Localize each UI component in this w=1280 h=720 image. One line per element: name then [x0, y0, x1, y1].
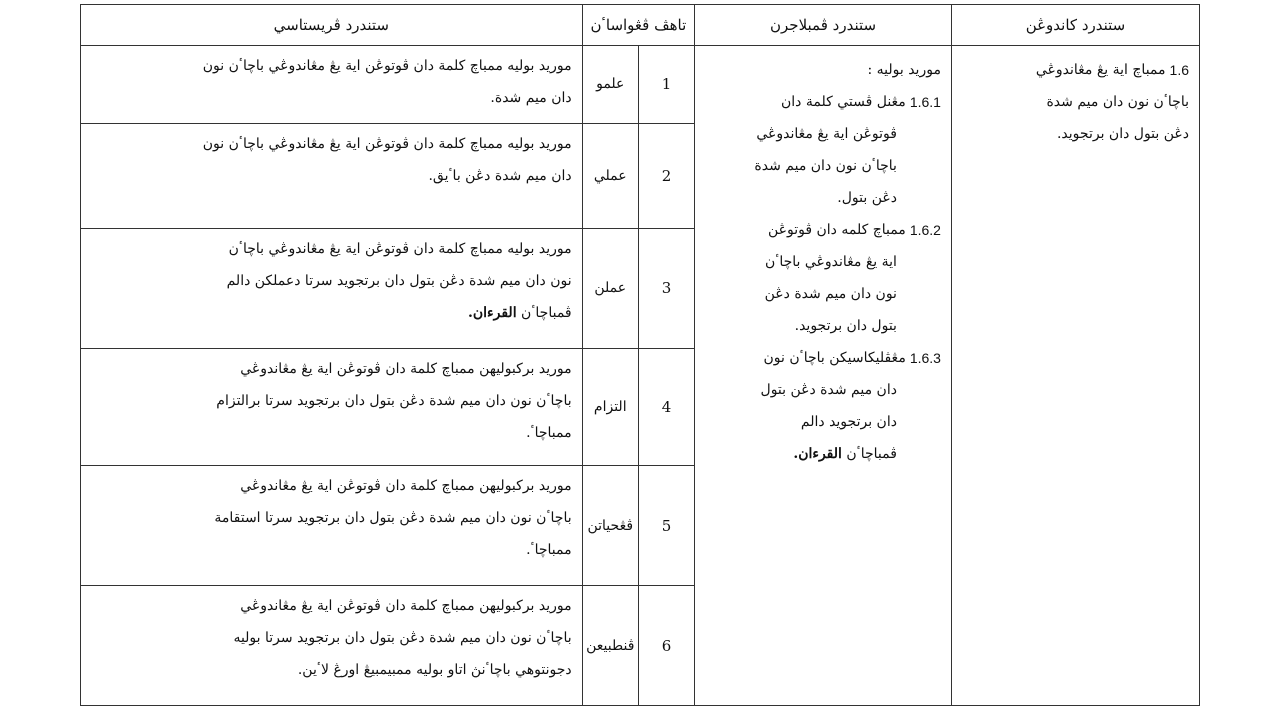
pembelajaran-item-line: دان برتجويد دالم: [800, 414, 897, 430]
prestasi-line: موريد بركبوليهن ممباچ كلمة دان ڤوتوڠن اية يڠ مڠاندوڠي: [240, 360, 572, 377]
pembelajaran-item-line: [703, 438, 941, 470]
prestasi-cell: [81, 228, 583, 348]
pembelajaran-item-line: ممباچ كلمه دان ڤوتوڠن: [767, 222, 906, 238]
prestasi-line: موريد بركبوليهن ممباچ كلمة دان ڤوتوڠن اية يڠ مڠاندوڠي: [240, 478, 572, 495]
pembelajaran-item-number: 1.6.1: [909, 94, 941, 110]
tahap-level: علمو: [582, 46, 638, 124]
prestasi-line: ممباچاٴ.: [526, 424, 572, 441]
tahap-number: 2: [638, 123, 694, 228]
pembelajaran-cell: [695, 46, 952, 706]
header-standard-prestasi: ستندرد ڤريستاسي: [81, 5, 583, 46]
prestasi-line: موريد بوليه ممباچ كلمة دان ڤوتوڠن اية يڠ مڠاندوڠي باچاٴن نون: [202, 58, 572, 74]
pembelajaran-item-number: 1.6.3: [909, 350, 941, 366]
pembelajaran-intro: موريد بوليه :: [867, 62, 941, 78]
kandungan-text-line: ممباچ اية يڠ مڠاندوڠي: [1035, 62, 1166, 78]
tahap-number: 3: [638, 228, 694, 348]
prestasi-line: باچاٴن نون دان ميم شدة دڠن بتول دان برتجويد سرتا بوليه: [233, 630, 572, 647]
pembelajaran-item: [703, 342, 941, 374]
kandungan-text-line: باچاٴن نون دان ميم شدة: [1046, 94, 1189, 110]
pembelajaran-item-line: دڠن بتول.: [837, 190, 897, 206]
pembelajaran-item-line: اية يڠ مڠاندوڠي باچاٴن: [764, 254, 897, 270]
prestasi-cell: [81, 466, 583, 586]
kandungan-block: [952, 46, 1199, 150]
prestasi-cell: [81, 123, 583, 228]
pembelajaran-item-number: 1.6.2: [909, 222, 941, 238]
kandungan-cell: [951, 46, 1199, 706]
quran-word: القرءان.: [468, 304, 517, 321]
prestasi-line: باچاٴن نون دان ميم شدة دڠن بتول دان برتجويد سرتا برالتزام: [216, 392, 572, 409]
prestasi-line: [89, 297, 572, 329]
prestasi-line: ممباچاٴ.: [526, 542, 572, 559]
tahap-level: التزام: [582, 348, 638, 466]
prestasi-line-text: ڤمباچاٴن: [521, 304, 572, 321]
pembelajaran-item-line: دان ميم شدة دڠن بتول: [760, 382, 897, 398]
prestasi-line: دجونتوهي باچاٴنڽ اتاو بوليه ممبيمبيڠ اورڠ لاٴين.: [297, 662, 572, 679]
prestasi-line: دان ميم شدة دڠن باٴيق.: [428, 167, 572, 184]
pembelajaran-item-line: باچاٴن نون دان ميم شدة: [754, 158, 897, 174]
prestasi-cell: [81, 348, 583, 466]
tahap-number: 4: [638, 348, 694, 466]
tahap-number: 6: [638, 586, 694, 706]
standards-table: [80, 4, 1200, 706]
prestasi-line: موريد بركبوليهن ممباچ كلمة دان ڤوتوڠن اية يڠ مڠاندوڠي: [240, 598, 572, 615]
prestasi-line: موريد بوليه ممباچ كلمة دان ڤوتوڠن اية يڠ مڠاندوڠي باچاٴن نون: [202, 135, 572, 152]
prestasi-line: موريد بوليه ممباچ كلمة دان ڤوتوڠن اية يڠ مڠاندوڠي باچاٴن: [228, 240, 572, 257]
header-standard-kandungan: ستندرد كاندوڠن: [951, 5, 1199, 46]
prestasi-line: باچاٴن نون دان ميم شدة دڠن بتول دان برتجويد سرتا استقامة: [214, 510, 572, 527]
pembelajaran-item-line: مڠنل ڤستي كلمة دان: [781, 94, 906, 110]
tahap-level: عملن: [582, 228, 638, 348]
pembelajaran-item-line: ڤوتوڠن اية يڠ مڠاندوڠي: [756, 126, 897, 142]
kandungan-text-line: دڠن بتول دان برتجويد.: [1056, 126, 1189, 142]
prestasi-line: نون دان ميم شدة دڠن بتول دان برتجويد سرتا دعملكن دالم: [226, 272, 572, 289]
tahap-number: 1: [638, 46, 694, 124]
header-tahap-penguasaan: تاهڤ ڤڠواساٴن: [582, 5, 695, 46]
pembelajaran-item-line: مڠڤليكاسيكن باچاٴن نون: [763, 350, 906, 366]
tahap-number: 5: [638, 466, 694, 586]
pembelajaran-item-line: بتول دان برتجويد.: [794, 318, 897, 334]
kandungan-item: [960, 54, 1189, 86]
kandungan-number: 1.6: [1169, 62, 1189, 78]
tahap-level: عملي: [582, 123, 638, 228]
pembelajaran-block: [695, 46, 951, 470]
prestasi-line: دان ميم شدة.: [490, 90, 572, 106]
prestasi-cell: [81, 586, 583, 706]
prestasi-cell: [81, 46, 583, 124]
pembelajaran-item-line-text: ڤمباچاٴن: [846, 446, 897, 462]
pembelajaran-item: [703, 86, 941, 118]
tahap-level: ڤڠحياتن: [582, 466, 638, 586]
pembelajaran-item: [703, 214, 941, 246]
standards-table-frame: [80, 4, 1200, 706]
tahap-level: ڤنطبيعن: [582, 586, 638, 706]
header-row: [81, 5, 1200, 46]
pembelajaran-item-line: نون دان ميم شدة دڠن: [764, 286, 897, 302]
quran-word: القرءان.: [793, 446, 842, 462]
table-row: [81, 46, 1200, 124]
header-standard-pembelajaran: ستندرد ڤمبلاجرن: [695, 5, 952, 46]
